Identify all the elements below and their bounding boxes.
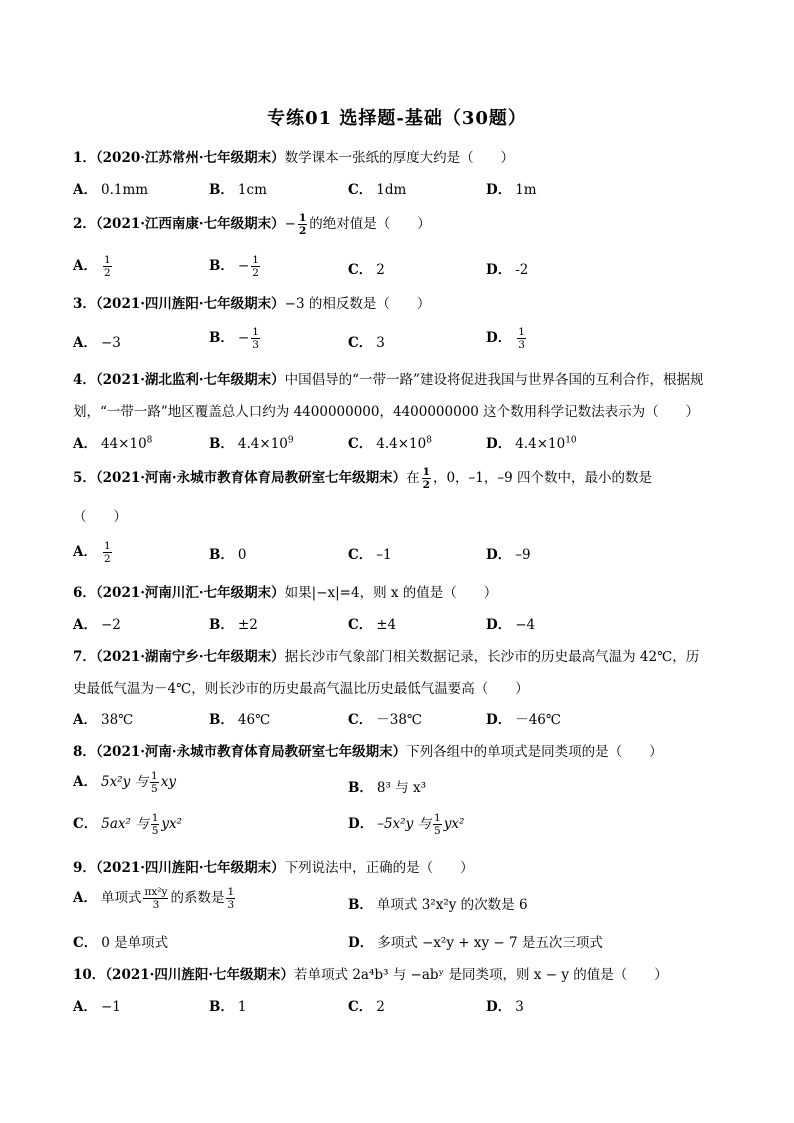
option-text: 的系数是	[170, 890, 225, 906]
fraction	[151, 813, 160, 837]
option-text: 1m	[515, 182, 537, 198]
question-7	[73, 645, 699, 665]
option-label: D．	[486, 330, 512, 346]
option-label: A．	[73, 258, 97, 274]
option-label: A．	[73, 617, 97, 633]
option-d	[486, 326, 528, 351]
option-label: B．	[209, 999, 234, 1015]
fraction-denominator: 5	[151, 825, 159, 837]
option-label: A．	[73, 182, 97, 198]
option-label: C．	[348, 999, 373, 1015]
option-text: 0 是单项式	[101, 935, 169, 951]
question-number: 7．	[73, 649, 96, 665]
exponent: 8	[426, 435, 432, 446]
option-text: 38℃	[100, 712, 134, 728]
option-a	[73, 708, 133, 728]
question-source: （2021·江西南康·七年级期末）	[95, 216, 285, 232]
option-text: yx²	[443, 816, 465, 832]
fraction-denominator: 2	[103, 553, 111, 565]
option-text: −2	[100, 617, 121, 633]
fraction-denominator: 3	[518, 339, 525, 351]
option-text: –5x²y 与	[377, 816, 432, 832]
fraction	[103, 255, 112, 279]
option-d	[348, 931, 603, 951]
question-8	[73, 740, 663, 760]
fraction	[103, 541, 112, 565]
fraction-denominator: 3	[227, 899, 235, 911]
option-label: D．	[486, 182, 512, 198]
fraction	[251, 255, 260, 279]
fraction-denominator: 5	[151, 783, 158, 795]
question-3	[73, 292, 430, 312]
option-a	[73, 178, 148, 198]
option-b	[209, 178, 267, 198]
option-a	[73, 886, 237, 911]
option-label: B．	[348, 780, 373, 796]
option-text: -2	[515, 262, 529, 278]
fraction-denominator: 2	[252, 267, 259, 279]
option-label: D．	[486, 712, 512, 728]
question-10	[73, 963, 668, 983]
option-c	[348, 432, 432, 452]
option-text: –9	[515, 547, 531, 563]
exponent: 8	[146, 435, 153, 446]
option-text: xy	[160, 774, 176, 790]
option-text: 5ax² 与	[101, 816, 149, 832]
option-text: 0.1mm	[100, 182, 149, 198]
fraction-numerator: 1	[151, 811, 159, 824]
fraction-numerator: 1	[252, 253, 259, 266]
question-number: 3．	[73, 296, 96, 312]
fraction-denominator: 3	[152, 899, 160, 911]
fraction	[143, 887, 168, 911]
exponent: 9	[287, 435, 294, 446]
option-label: C．	[348, 712, 373, 728]
question-text: 据长沙市气象部门相关数据记录，长沙市的历史最高气温为 42℃，历	[284, 649, 700, 665]
option-label: C．	[348, 262, 373, 278]
option-label: D．	[486, 262, 512, 278]
option-d	[486, 258, 528, 278]
option-text: 多项式 −x²y + xy − 7 是五次三项式	[377, 935, 603, 951]
option-label: A．	[73, 436, 97, 452]
question-source: （2021·四川旌阳·七年级期末）	[95, 860, 285, 876]
option-text: 2	[376, 999, 385, 1015]
option-a	[73, 254, 114, 279]
option-d	[486, 432, 577, 452]
option-text: 4.4×10	[237, 436, 288, 452]
option-text: –1	[376, 547, 392, 563]
option-b	[209, 995, 247, 1015]
option-label: C．	[348, 436, 373, 452]
question-4-line2	[73, 400, 699, 420]
option-label: B．	[209, 330, 234, 346]
option-label: C．	[73, 935, 98, 951]
option-b	[209, 254, 262, 279]
fraction	[150, 771, 159, 795]
option-c	[348, 258, 385, 278]
fraction	[251, 327, 260, 351]
option-label: A．	[73, 544, 97, 560]
option-label: C．	[348, 182, 373, 198]
option-b	[209, 708, 270, 728]
question-number: 10．	[73, 967, 106, 983]
option-text: −1	[100, 999, 121, 1015]
fraction-numerator: πx²y	[144, 885, 168, 898]
question-number: 1．	[73, 150, 96, 166]
question-number: 2．	[73, 216, 96, 232]
option-text: −	[237, 258, 250, 274]
option-d	[486, 995, 524, 1015]
question-7-line2	[73, 677, 529, 697]
option-text: －46℃	[515, 712, 561, 728]
option-text: −3	[100, 335, 121, 351]
question-source: （2021·河南·永城市教育体育局教研室七年级期末）	[95, 744, 407, 760]
option-label: D．	[486, 547, 512, 563]
option-label: C．	[348, 547, 373, 563]
question-number: 6．	[73, 585, 96, 601]
option-label: D．	[348, 935, 374, 951]
option-text: 单项式 3²x²y 的次数是 6	[376, 897, 528, 913]
option-d	[348, 812, 464, 837]
question-number: 5．	[73, 470, 96, 486]
question-text: 如果|−x|=4，则 x 的值是（ ）	[284, 585, 498, 601]
option-text: 1dm	[376, 182, 407, 198]
option-label: D．	[348, 816, 374, 832]
option-text: −	[237, 330, 250, 346]
fraction-denominator: 2	[422, 479, 430, 491]
option-c	[73, 812, 182, 837]
option-c	[348, 178, 406, 198]
page-title: 专练01 选择题-基础（30题）	[267, 108, 527, 129]
option-b	[209, 613, 258, 633]
exponent: 10	[565, 435, 577, 446]
option-label: B．	[209, 182, 234, 198]
fraction	[298, 213, 307, 237]
option-text: 4.4×10	[515, 436, 566, 452]
option-text: ±4	[376, 617, 397, 633]
option-label: A．	[73, 712, 97, 728]
option-a	[73, 432, 152, 452]
fraction-denominator: 5	[434, 825, 441, 837]
option-text: 3	[376, 335, 385, 351]
option-label: B．	[209, 258, 234, 274]
question-text: 划，“一带一路”地区覆盖总人口约为 4400000000，4400000000 这个数用科学记数法表示为（ ）	[73, 404, 700, 420]
option-c	[348, 543, 392, 563]
question-source: （2021·四川旌阳·七年级期末）	[95, 296, 285, 312]
question-source: （2021·湖南宁乡·七年级期末）	[95, 649, 285, 665]
option-label: A．	[73, 999, 97, 1015]
option-label: B．	[209, 547, 234, 563]
fraction-denominator: 2	[103, 267, 111, 279]
fraction	[517, 327, 526, 351]
question-6	[73, 581, 497, 601]
option-label: A．	[73, 774, 97, 790]
question-source: （2021·湖北监利·七年级期末）	[95, 372, 285, 388]
question-text: ，0，–1，–9 四个数中，最小的数是	[432, 470, 653, 486]
option-b	[209, 326, 262, 351]
option-b	[209, 543, 247, 563]
question-source: （2021·四川旌阳·七年级期末）	[105, 967, 295, 983]
option-label: C．	[73, 816, 98, 832]
option-a	[73, 770, 176, 795]
option-text: 8³ 与 x³	[376, 780, 427, 796]
option-text: 1	[237, 999, 247, 1015]
question-1	[73, 146, 514, 166]
option-c	[348, 613, 396, 633]
option-d	[486, 543, 531, 563]
option-c	[73, 931, 168, 951]
option-text: yx²	[161, 816, 183, 832]
fraction-numerator: 1	[151, 769, 158, 782]
question-text: 下列说法中，正确的是（ ）	[284, 860, 474, 876]
option-label: B．	[209, 712, 234, 728]
option-b	[348, 776, 426, 796]
fraction-numerator: 1	[422, 465, 430, 478]
question-9	[73, 856, 474, 876]
question-text: 数学课本一张纸的厚度大约是（ ）	[284, 150, 515, 166]
option-c	[348, 995, 385, 1015]
option-label: D．	[486, 617, 512, 633]
fraction-denominator: 2	[298, 225, 307, 237]
question-text: 下列各组中的单项式是同类项的是（ ）	[406, 744, 663, 760]
option-a	[73, 331, 121, 351]
question-text: 的绝对值是（ ）	[309, 216, 431, 232]
option-text: 1cm	[237, 182, 267, 198]
option-d	[486, 178, 537, 198]
question-4	[73, 368, 703, 388]
option-a	[73, 540, 114, 565]
fraction-numerator: 1	[252, 325, 259, 338]
fraction-numerator: 1	[103, 539, 111, 552]
option-a	[73, 995, 121, 1015]
option-a	[73, 613, 121, 633]
option-label: D．	[486, 999, 512, 1015]
fraction-numerator: 1	[298, 211, 307, 224]
question-source: （2021·河南·永城市教育体育局教研室七年级期末）	[95, 470, 407, 486]
option-b	[209, 432, 294, 452]
fraction	[226, 887, 235, 911]
option-text: 4.4×10	[376, 436, 427, 452]
fraction-numerator: 1	[103, 253, 111, 266]
option-text: 2	[376, 262, 385, 278]
question-number: 9．	[73, 860, 96, 876]
option-label: C．	[348, 335, 373, 351]
question-text: −3 的相反数是（ ）	[284, 296, 431, 312]
question-number: 4．	[73, 372, 96, 388]
option-label: B．	[348, 897, 373, 913]
question-5	[73, 466, 652, 491]
option-label: A．	[73, 335, 97, 351]
option-text: 5x²y 与	[100, 774, 149, 790]
option-text: 44×10	[100, 436, 147, 452]
option-label: D．	[486, 436, 512, 452]
question-text: 在	[406, 470, 420, 486]
fraction-denominator: 3	[252, 339, 259, 351]
option-text: －38℃	[376, 712, 423, 728]
option-text: 46℃	[237, 712, 271, 728]
question-text: 史最低气温为－4℃，则长沙市的历史最高气温比历史最低气温要高（ ）	[73, 681, 529, 697]
question-5-line2	[73, 505, 127, 525]
question-text: 中国倡导的“一带一路”建设将促进我国与世界各国的互利合作，根据规	[284, 372, 704, 388]
option-text: ±2	[237, 617, 258, 633]
option-label: B．	[209, 436, 234, 452]
fraction	[433, 813, 442, 837]
fraction-numerator: 1	[227, 885, 235, 898]
question-number: 8．	[73, 744, 96, 760]
option-b	[348, 893, 528, 913]
option-label: C．	[348, 617, 373, 633]
fraction	[422, 467, 431, 491]
option-text: −4	[515, 617, 536, 633]
option-c	[348, 708, 422, 728]
option-c	[348, 331, 385, 351]
question-text: −	[284, 216, 296, 232]
option-d	[486, 708, 561, 728]
question-text: 若单项式 2a⁴b³ 与 −abʸ 是同类项，则 x − y 的值是（ ）	[294, 967, 668, 983]
fraction-numerator: 1	[518, 325, 525, 338]
option-label: B．	[209, 617, 234, 633]
question-2	[73, 212, 431, 237]
option-label: A．	[73, 890, 97, 906]
question-source: （2021·河南川汇·七年级期末）	[95, 585, 285, 601]
option-text: 单项式	[100, 890, 142, 906]
option-d	[486, 613, 535, 633]
option-text: 0	[237, 547, 247, 563]
fraction-numerator: 1	[434, 811, 441, 824]
option-text: 3	[515, 999, 524, 1015]
question-source: （2020·江苏常州·七年级期末）	[95, 150, 285, 166]
question-text: （ ）	[73, 509, 127, 525]
